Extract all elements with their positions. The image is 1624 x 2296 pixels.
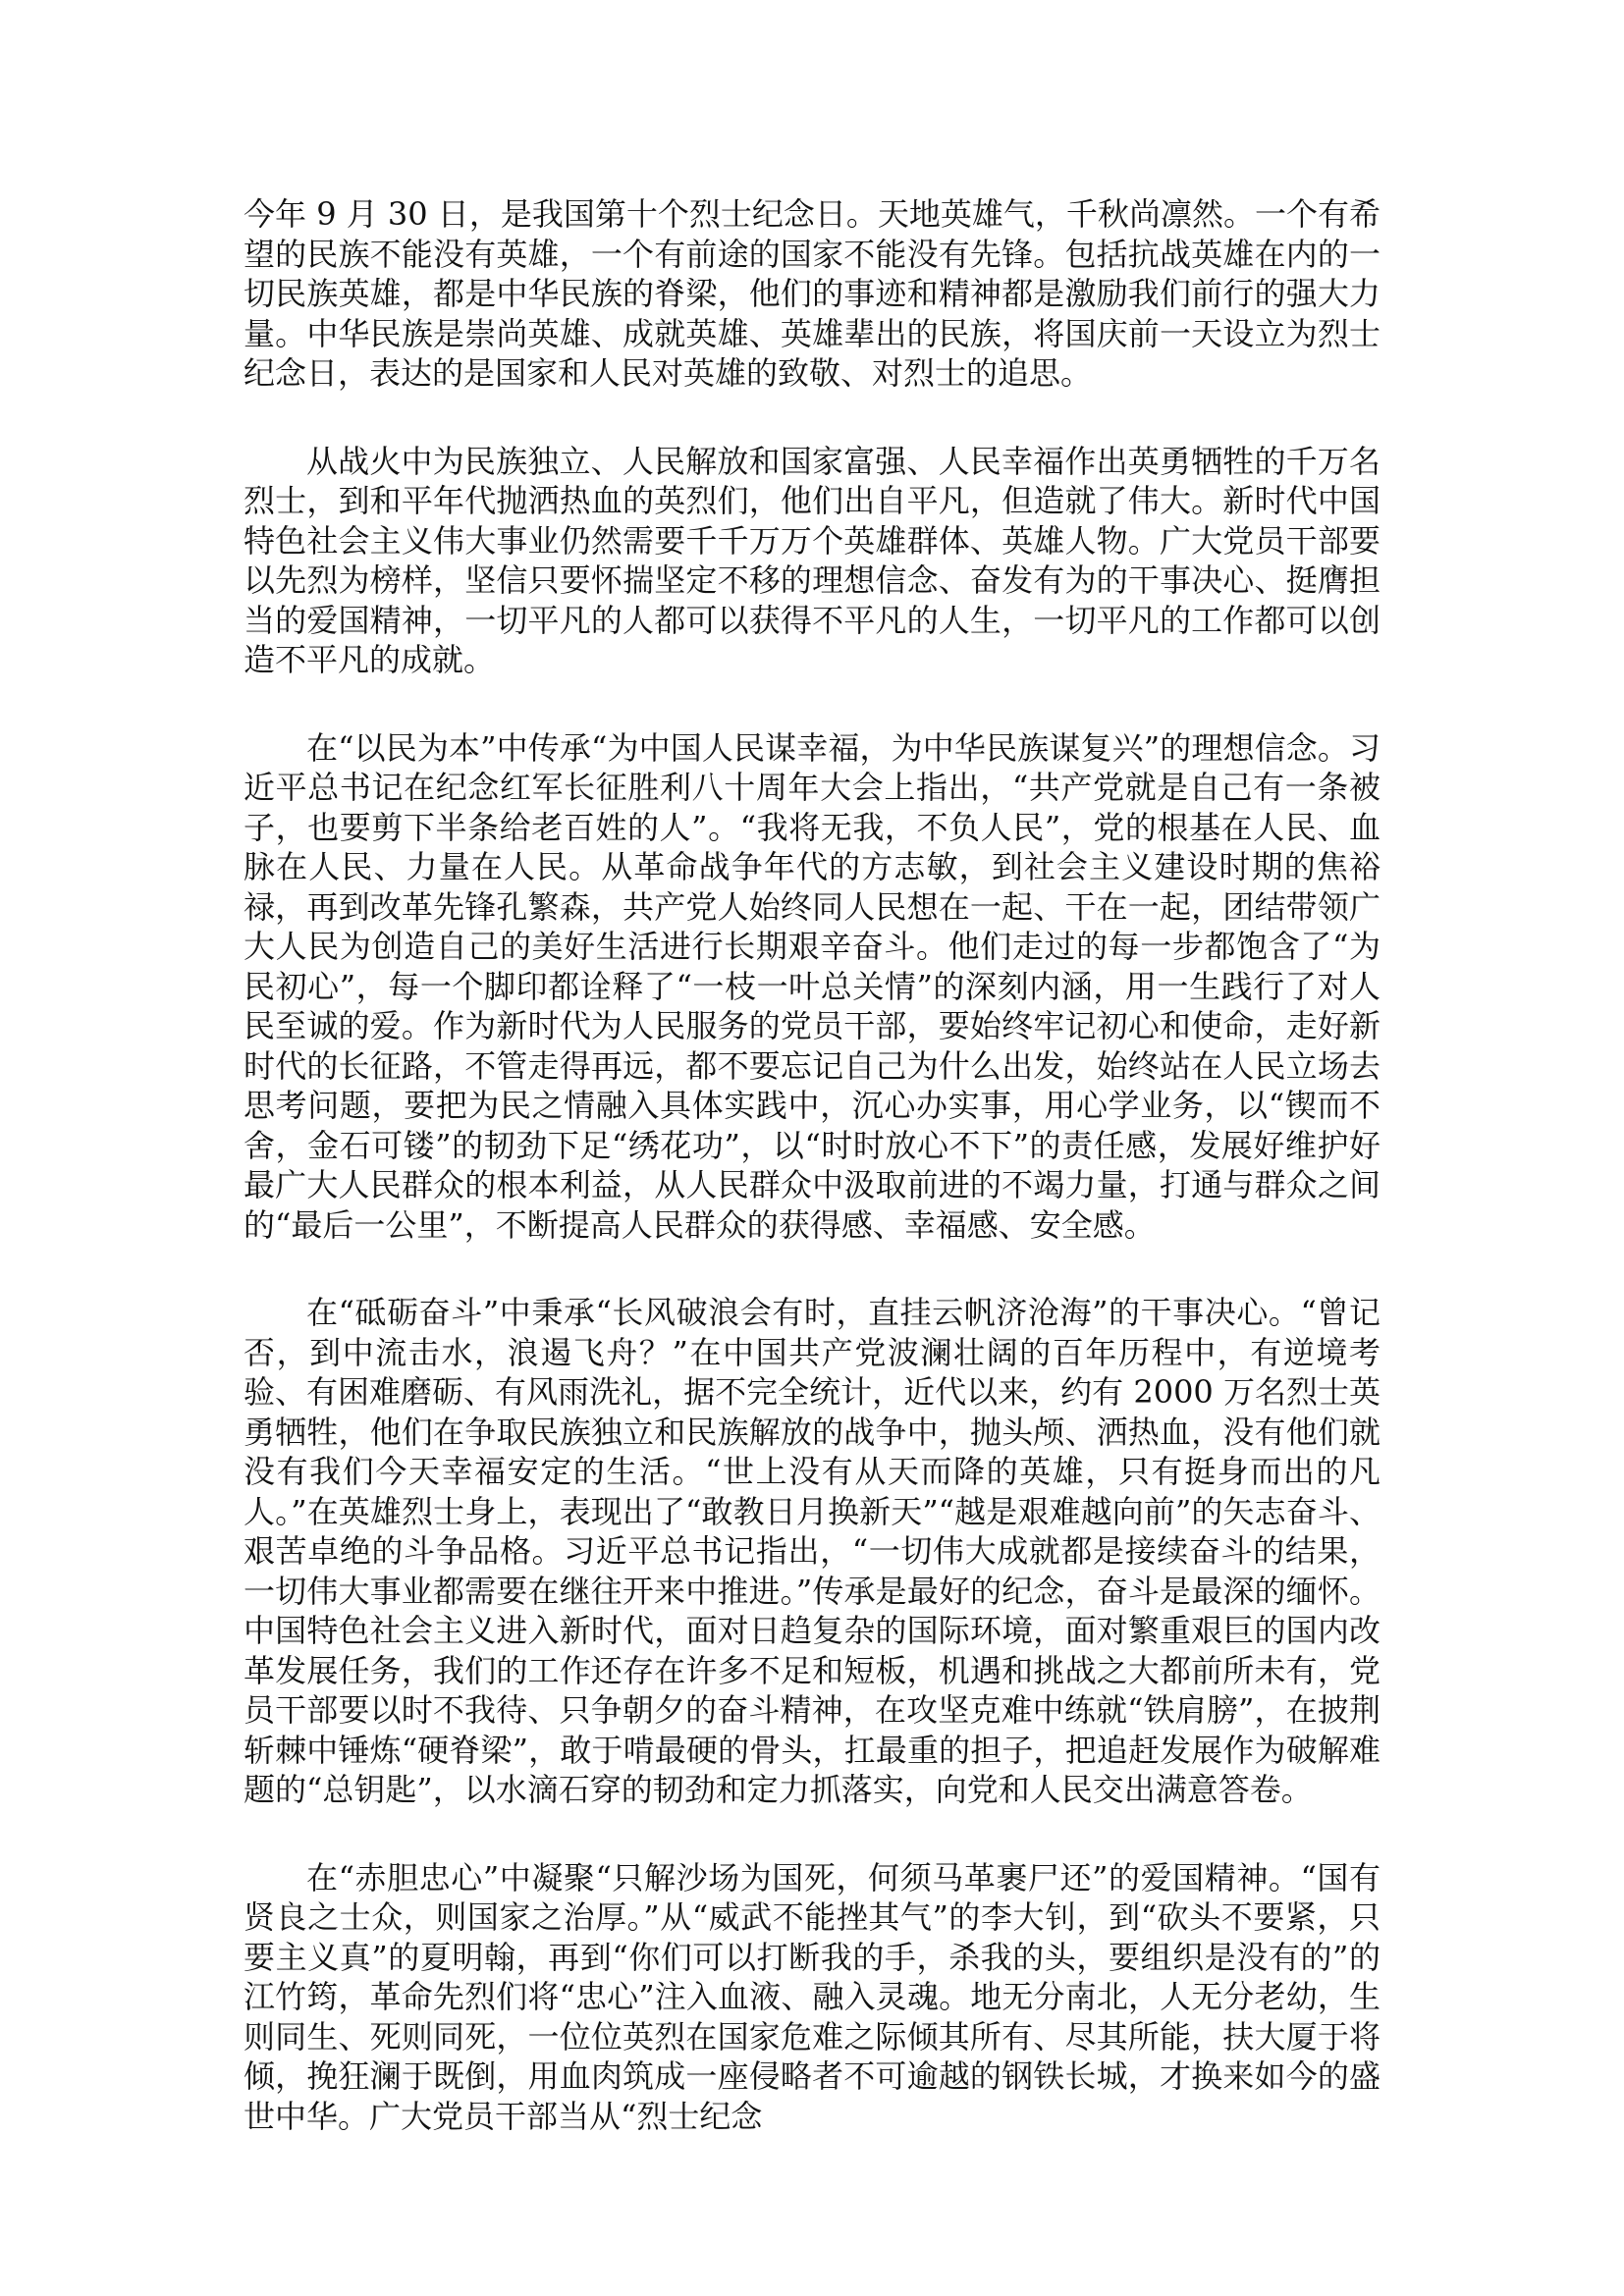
paragraph-intro: 今年 9 月 30 日，是我国第十个烈士纪念日。天地英雄气，千秋尚凛然。一个有希望的民族不能没有英雄，一个有前途的国家不能没有先锋。包括抗战英雄在内的一切民族英雄，都是中华民族的脊梁，他们的事迹和精神都是激励我们前行的强大力量。中华民族是崇尚英雄、成就英雄、英雄辈出的民族，将国庆前一天设立为烈士纪念日，表达的是国家和人民对英雄的致敬、对烈士的追思。 <box>244 195 1380 392</box>
article-body <box>244 194 1380 2184</box>
paragraph-struggle: 在“砥砺奋斗”中秉承“长风破浪会有时，直挂云帆济沧海”的干事决心。“曾记否，到中流击水，浪遏飞舟？”在中国共产党波澜壮阔的百年历程中，有逆境考验、有困难磨砺、有风雨洗礼，据不完全统计，近代以来，约有 2000 万名烈士英勇牺牲，他们在争取民族独立和民族解放的战争中，抛头颅、洒热血，没有他们就没有我们今天幸福安定的生活。“世上没有从天而降的英雄，只有挺身而出的凡人。”在英雄烈士身上，表现出了“敢教日月换新天”“越是艰难越向前”的矢志奋斗、艰苦卓绝的斗争品格。习近平总书记指出，“一切伟大成就都是接续奋斗的结果，一切伟大事业都需要在继往开来中推进。”传承是最好的纪念，奋斗是最深的缅怀。中国特色社会主义进入新时代，面对日趋复杂的国际环境，面对繁重艰巨的国内改革发展任务，我们的工作还存在许多不足和短板，机遇和挑战之大都前所未有，党员干部要以时不我待、只争朝夕的奋斗精神，在攻坚克难中练就“铁肩膀”，在披荆斩棘中锤炼“硬脊梁”，敢于啃最硬的骨头，扛最重的担子，把追赶发展作为破解难题的“总钥匙”，以水滴石穿的韧劲和定力抓落实，向党和人民交出满意答卷。 <box>244 1294 1380 1808</box>
paragraph-martyrs: 从战火中为民族独立、人民解放和国家富强、人民幸福作出英勇牺牲的千万名烈士，到和平年代抛洒热血的英烈们，他们出自平凡，但造就了伟大。新时代中国特色社会主义伟大事业仍然需要千千万万个英雄群体、英雄人物。广大党员干部要以先烈为榜样，坚信只要怀揣坚定不移的理想信念、奋发有为的干事决心、挺膺担当的爱国精神，一切平凡的人都可以获得不平凡的人生，一切平凡的工作都可以创造不平凡的成就。 <box>244 442 1380 678</box>
paragraph-loyalty: 在“赤胆忠心”中凝聚“只解沙场为国死，何须马革裹尸还”的爱国精神。“国有贤良之士众，则国家之治厚。”从“威武不能挫其气”的李大钊，到“砍头不要紧，只要主义真”的夏明翰，再到“你们可以打断我的手，杀我的头，要组织是没有的”的江竹筠，革命先烈们将“忠心”注入血液、融入灵魂。地无分南北，人无分老幼，生则同生、死则同死，一位位英烈在国家危难之际倾其所有、尽其所能，扶大厦于将倾，挽狂澜于既倒，用血肉筑成一座侵略者不可逾越的钢铁长城，才换来如今的盛世中华。广大党员干部当从“烈士纪念 <box>244 1858 1380 2135</box>
paragraph-people-first: 在“以民为本”中传承“为中国人民谋幸福，为中华民族谋复兴”的理想信念。习近平总书记在纪念红军长征胜利八十周年大会上指出，“共产党就是自己有一条被子，也要剪下半条给老百姓的人”。“我将无我，不负人民”，党的根基在人民、血脉在人民、力量在人民。从革命战争年代的方志敏，到社会主义建设时期的焦裕禄，再到改革先锋孔繁森，共产党人始终同人民想在一起、干在一起，团结带领广大人民为创造自己的美好生活进行长期艰辛奋斗。他们走过的每一步都饱含了“为民初心”，每一个脚印都诠释了“一枝一叶总关情”的深刻内涵，用一生践行了对人民至诚的爱。作为新时代为人民服务的党员干部，要始终牢记初心和使命，走好新时代的长征路，不管走得再远，都不要忘记自己为什么出发，始终站在人民立场去思考问题，要把为民之情融入具体实践中，沉心办实事，用心学业务，以“锲而不舍，金石可镂”的韧劲下足“绣花功”，以“时时放心不下”的责任感，发展好维护好最广大人民群众的根本利益，从人民群众中汲取前进的不竭力量，打通与群众之间的“最后一公里”，不断提高人民群众的获得感、幸福感、安全感。 <box>244 728 1380 1244</box>
